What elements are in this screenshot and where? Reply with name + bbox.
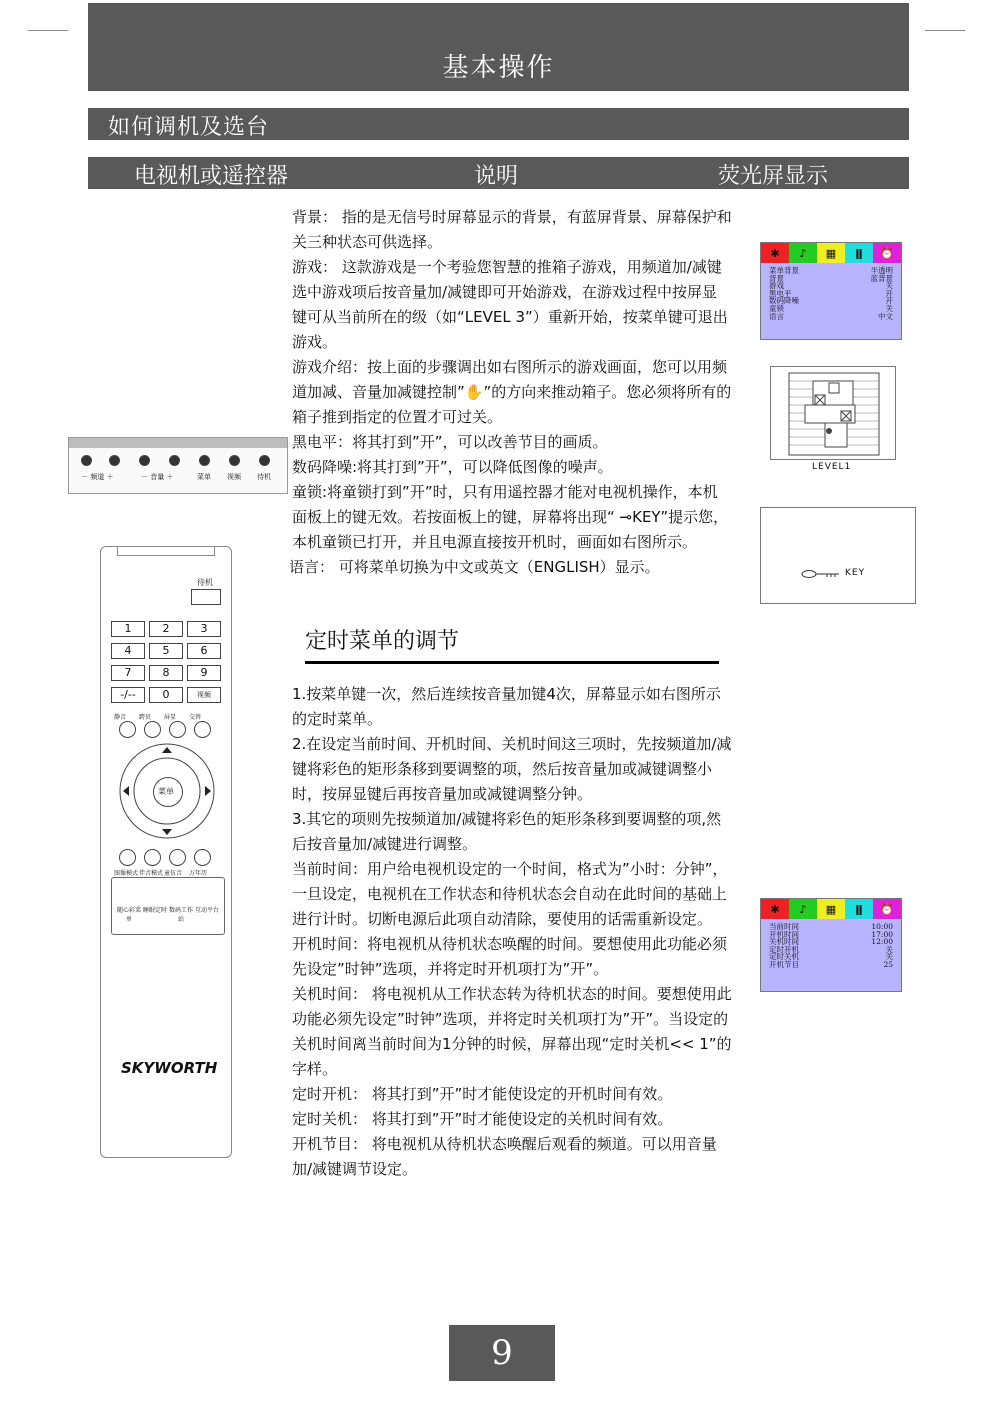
osd-menu1-row-value: 中文 <box>878 311 893 321</box>
remote-key-7[interactable]: 7 <box>111 665 145 681</box>
osd-menu1-row-label: 菜单背景 <box>769 266 799 275</box>
timer-text <box>292 682 732 1182</box>
header-band <box>88 3 909 91</box>
remote-row3-label-2[interactable]: 睡眠定时 <box>142 907 167 914</box>
osd-menu2-row-value: 17:00 <box>871 929 893 939</box>
osd-function-rows <box>761 263 901 324</box>
remote-row2-button-2[interactable] <box>144 849 161 866</box>
timer-title-underline <box>305 661 719 664</box>
osd-menu1-row-value: 关 <box>885 281 893 291</box>
timer-scheduled-off: 定时关机： 将其打到”开”时才能使设定的关机时间有效。 <box>292 1110 673 1128</box>
osd-menu1-row-value: 开 <box>885 296 893 306</box>
osd-menu1-row[interactable] <box>769 313 893 321</box>
remote-row2-label-4: 万年历 <box>189 870 208 877</box>
timer-power-on-channel: 开机节目： 将电视机从待机状态唤醒后观看的频道。可以用音量加/减键调节设定。 <box>292 1135 717 1178</box>
osd-menu1-row[interactable] <box>769 305 893 313</box>
remote-brand-logo: SKYWORTH <box>121 1059 218 1077</box>
remote-key-4[interactable]: 4 <box>111 643 145 659</box>
crop-mark-left <box>28 30 68 31</box>
game-board <box>771 367 895 459</box>
panel-button-video[interactable] <box>229 455 240 466</box>
remote-row2-button-1[interactable] <box>119 849 136 866</box>
timer-on-time: 开机时间：将电视机从待机状态唤醒的时间。要想使用此功能必须先设定”时钟”选项，并将定时开机项打为”开”。 <box>292 935 728 978</box>
paragraph-black-level: 黑电平：将其打到”开”，可以改善节目的画质。 <box>292 433 608 451</box>
remote-row2-label-3: 童伍音 <box>164 870 183 877</box>
picture-icon: ✱ <box>761 243 789 263</box>
picture-icon: ✱ <box>761 899 789 919</box>
panel-button-channel-down[interactable] <box>81 455 92 466</box>
description-text <box>289 205 732 580</box>
osd-menu2-row-value: 12:00 <box>871 937 893 947</box>
timer-off-time: 关机时间： 将电视机从工作状态转为待机状态的时间。要想使用此功能必须先设定”时钟”选项，并将定时关机项打为”开”。当设定的关机时间离当前时间为1分钟的时候，屏幕出现“定时关机<< 1”的字样。 <box>292 985 732 1078</box>
panel-label-menu: 菜单 <box>197 473 211 481</box>
function-icon: ▦ <box>817 243 845 263</box>
section-title: 如何调机及选台 <box>108 115 270 140</box>
page-number: 9 <box>449 1325 555 1381</box>
osd-menu1-row-label: 童锁 <box>769 303 784 313</box>
game-screen <box>770 366 896 460</box>
paragraph-background: 背景： 指的是无信号时屏幕显示的背景，有蓝屏背景、屏幕保护和关三种状态可供选择。 <box>292 208 732 251</box>
remote-row1-label-1: 静音 <box>114 714 127 721</box>
remote-key-6[interactable]: 6 <box>187 643 221 659</box>
sound-icon: ♪ <box>789 243 817 263</box>
remote-ir-window <box>117 547 215 556</box>
panel-label-channel: － 频道 ＋ <box>81 473 114 481</box>
panel-label-standby: 待机 <box>257 473 271 481</box>
tuning-icon: ǁ <box>845 899 873 919</box>
remote-key-1[interactable]: 1 <box>111 621 145 637</box>
panel-label-volume: － 音量 ＋ <box>141 473 174 481</box>
remote-row1-button-4[interactable] <box>194 721 211 738</box>
sound-icon: ♪ <box>789 899 817 919</box>
osd-menu1-row-label: 黑电平 <box>769 288 792 298</box>
osd-menu1-row-label: 游戏 <box>769 281 784 291</box>
crop-mark-right <box>925 30 965 31</box>
remote-row3-label-3[interactable]: 数码工作站 <box>168 907 193 923</box>
timer-scheduled-on: 定时开机： 将其打到”开”时才能使设定的开机时间有效。 <box>292 1085 673 1103</box>
remote-row2-label-2: 伴音模式 <box>139 870 164 877</box>
remote-row1-button-2[interactable] <box>144 721 161 738</box>
osd-menu2-row[interactable] <box>769 961 893 969</box>
paragraph-game: 游戏： 这款游戏是一个考验您智慧的推箱子游戏，用频道加/减键选中游戏项后按音量加/减键即可开始游戏，在游戏过程中按屏显键可从当前所在的级（如“LEVEL 3”）重新开始，按菜单键可退出游戏。 <box>292 258 728 351</box>
remote-row1-label-4: 交替 <box>189 714 202 721</box>
osd-icon-bar-timer <box>761 899 901 919</box>
remote-key-11[interactable]: 0 <box>149 687 183 703</box>
osd-menu2-row-value: 25 <box>883 959 893 969</box>
column-header-description: 说明 <box>474 164 519 189</box>
remote-key-10[interactable]: -/-- <box>111 687 145 703</box>
osd-menu1-row-label: 语言 <box>769 311 784 321</box>
osd-menu2-row-label: 开机节目 <box>769 959 799 969</box>
osd-icon-bar <box>761 243 901 263</box>
remote-row1-label-2: 跨贝 <box>139 714 152 721</box>
osd-menu1-row-value: 半透明 <box>870 266 893 275</box>
remote-standby-label: 待机 <box>197 578 213 587</box>
paragraph-game-intro: 游戏介绍：按上面的步骤调出如右图所示的游戏画面，您可以用频道加减、音量加减键控制”✋”的方向来推动箱子。您必须将所有的箱子推到指定的位置才可过关。 <box>292 358 732 426</box>
remote-row2-button-3[interactable] <box>169 849 186 866</box>
column-header-screen: 荧光屏显示 <box>718 164 829 189</box>
timer-step-2: 2.在设定当前时间、开机时间、关机时间这三项时，先按频道加/减键将彩色的矩形条移到要调整的项，然后按音量加或减键调整小时，按屏显键后再按音量加或减键调整分钟。 <box>292 735 732 803</box>
remote-key-9[interactable]: 9 <box>187 665 221 681</box>
osd-menu2-row-label: 关机时间 <box>769 937 799 947</box>
remote-row1-button-3[interactable] <box>169 721 186 738</box>
panel-label-video: 视频 <box>227 473 241 481</box>
timer-icon: ⏰ <box>873 243 901 263</box>
timer-current-time: 当前时间：用户给电视机设定的一个时间，格式为”小时：分钟”，一旦设定，电视机在工作状态和待机状态会自动在此时间的基础上进行计时。切断电源后此项自动清除，要使用的话需重新设定。 <box>292 860 728 928</box>
osd-menu2-row-value: 关 <box>885 944 893 954</box>
panel-button-volume-down[interactable] <box>139 455 150 466</box>
osd-menu2-row-label: 开机时间 <box>769 929 799 939</box>
remote-control <box>100 546 232 1158</box>
osd-menu1-row-value: 开 <box>885 288 893 298</box>
paragraph-language: 语言： 可将菜单切换为中文或英文（ENGLISH）显示。 <box>289 558 660 576</box>
osd-menu1-row[interactable] <box>769 275 893 283</box>
remote-row3-label-1[interactable]: 随心彩菜单 <box>116 907 141 923</box>
key-label: KEY <box>845 568 866 578</box>
osd-menu2-row-label: 定时关机 <box>769 952 799 962</box>
osd-menu1-row-value: 关 <box>885 303 893 313</box>
remote-key-2[interactable]: 2 <box>149 621 183 637</box>
osd-function-menu <box>760 242 902 340</box>
column-header-device: 电视机或遥控器 <box>134 164 289 189</box>
remote-key-8[interactable]: 8 <box>149 665 183 681</box>
remote-key-3[interactable]: 3 <box>187 621 221 637</box>
remote-key-12[interactable]: 视频 <box>187 687 221 703</box>
timer-step-3: 3.其它的项则先按频道加/减键将彩色的矩形条移到要调整的项,然后按音量加/减键进行调整。 <box>292 810 722 853</box>
panel-button-channel-up[interactable] <box>109 455 120 466</box>
osd-menu2-row-value: 10:00 <box>871 922 893 931</box>
timer-icon: ⏰ <box>873 899 901 919</box>
paragraph-noise-reduction: 数码降噪:将其打到”开”，可以降低图像的噪声。 <box>292 458 613 476</box>
child-lock-screen <box>760 507 916 604</box>
game-level-label: LEVEL1 <box>812 462 852 472</box>
remote-row1-label-3: 屏显 <box>164 714 177 721</box>
section-band <box>88 108 909 140</box>
page-title: 基本操作 <box>442 53 555 83</box>
tv-front-panel <box>68 437 288 494</box>
osd-menu1-row[interactable] <box>769 297 893 305</box>
column-headers <box>88 157 909 189</box>
osd-menu1-row-label: 背景 <box>769 273 784 283</box>
panel-button-menu[interactable] <box>199 455 210 466</box>
osd-menu2-row-value: 关 <box>885 952 893 962</box>
tuning-icon: ǁ <box>845 243 873 263</box>
osd-menu2-row-label: 定时开机 <box>769 944 799 954</box>
remote-row1-button-1[interactable] <box>119 721 136 738</box>
osd-menu1-row-label: 数码降噪 <box>769 296 799 306</box>
osd-timer-rows <box>761 919 901 973</box>
panel-top-strip <box>69 438 287 448</box>
remote-row2-label-1: 图像模式 <box>114 870 139 877</box>
osd-menu2-row-label: 当前时间 <box>769 922 799 931</box>
panel-button-volume-up[interactable] <box>169 455 180 466</box>
remote-menu-label: 菜单 <box>158 787 174 796</box>
timer-step-1: 1.按菜单键一次，然后连续按音量加键4次，屏幕显示如右图所示的定时菜单。 <box>292 685 721 728</box>
panel-button-standby[interactable] <box>259 455 270 466</box>
osd-menu1-row-value: 蓝背景 <box>870 273 893 283</box>
remote-key-5[interactable]: 5 <box>149 643 183 659</box>
timer-section-title: 定时菜单的调节 <box>305 629 460 654</box>
remote-row3-label-4[interactable]: 互动平台 <box>194 907 219 914</box>
remote-standby-button[interactable] <box>191 589 221 605</box>
key-icon <box>801 569 843 579</box>
function-icon: ▦ <box>817 899 845 919</box>
osd-timer-menu <box>760 898 902 992</box>
remote-row2-button-4[interactable] <box>194 849 211 866</box>
paragraph-child-lock: 童锁:将童锁打到”开”时，只有用遥控器才能对电视机操作，本机面板上的键无效。若按面板上的键，屏幕将出现“ ⊸KEY”提示您，本机童锁已打开，并且电源直接按开机时，画面如右图所示。 <box>292 483 729 551</box>
